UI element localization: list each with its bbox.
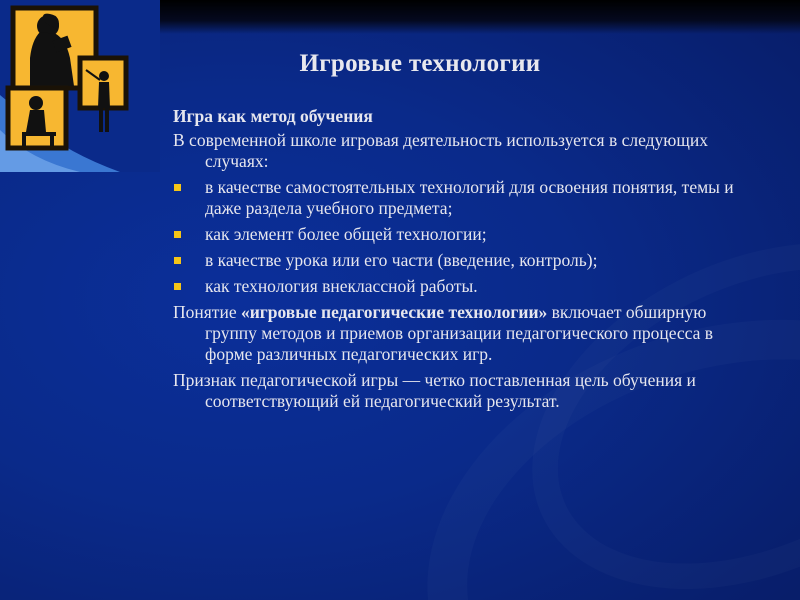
square-bullet-icon: [174, 283, 181, 290]
list-item-text: в качестве самостоятельных технологий для освоения понятия, темы и даже раздела учебного предмета;: [205, 177, 734, 218]
list-item: [173, 224, 753, 245]
square-bullet-icon: [174, 257, 181, 264]
concept-suffix: включает обширную группу методов и приемов организации педагогического процесса в форме различных педагогических игр.: [205, 302, 714, 364]
list-item: [173, 250, 753, 271]
concept-paragraph: [173, 302, 753, 365]
list-item: [173, 276, 753, 297]
square-bullet-icon: [174, 184, 181, 191]
slide-body: [173, 106, 753, 417]
intro-paragraph: В современной школе игровая деятельность используется в следующих случаях:: [173, 130, 708, 171]
concept-prefix: Понятие: [173, 302, 241, 322]
subheading: Игра как метод обучения: [173, 106, 373, 126]
square-bullet-icon: [174, 231, 181, 238]
list-item: [173, 177, 753, 219]
slide-title: Игровые технологии: [299, 50, 541, 77]
list-item-text: как элемент более общей технологии;: [205, 224, 487, 244]
silhouette-child-icon: [8, 88, 66, 148]
silhouettes-illustration: [0, 0, 160, 172]
list-item-text: в качестве урока или его части (введение, контроль);: [205, 250, 598, 270]
list-item-text: как технология внеклассной работы.: [205, 276, 478, 296]
concept-term: «игровые педагогические технологии»: [240, 302, 548, 322]
sign-paragraph: Признак педагогической игры — четко поставленная цель обучения и соответствующий ей педагогический результат.: [173, 370, 696, 411]
